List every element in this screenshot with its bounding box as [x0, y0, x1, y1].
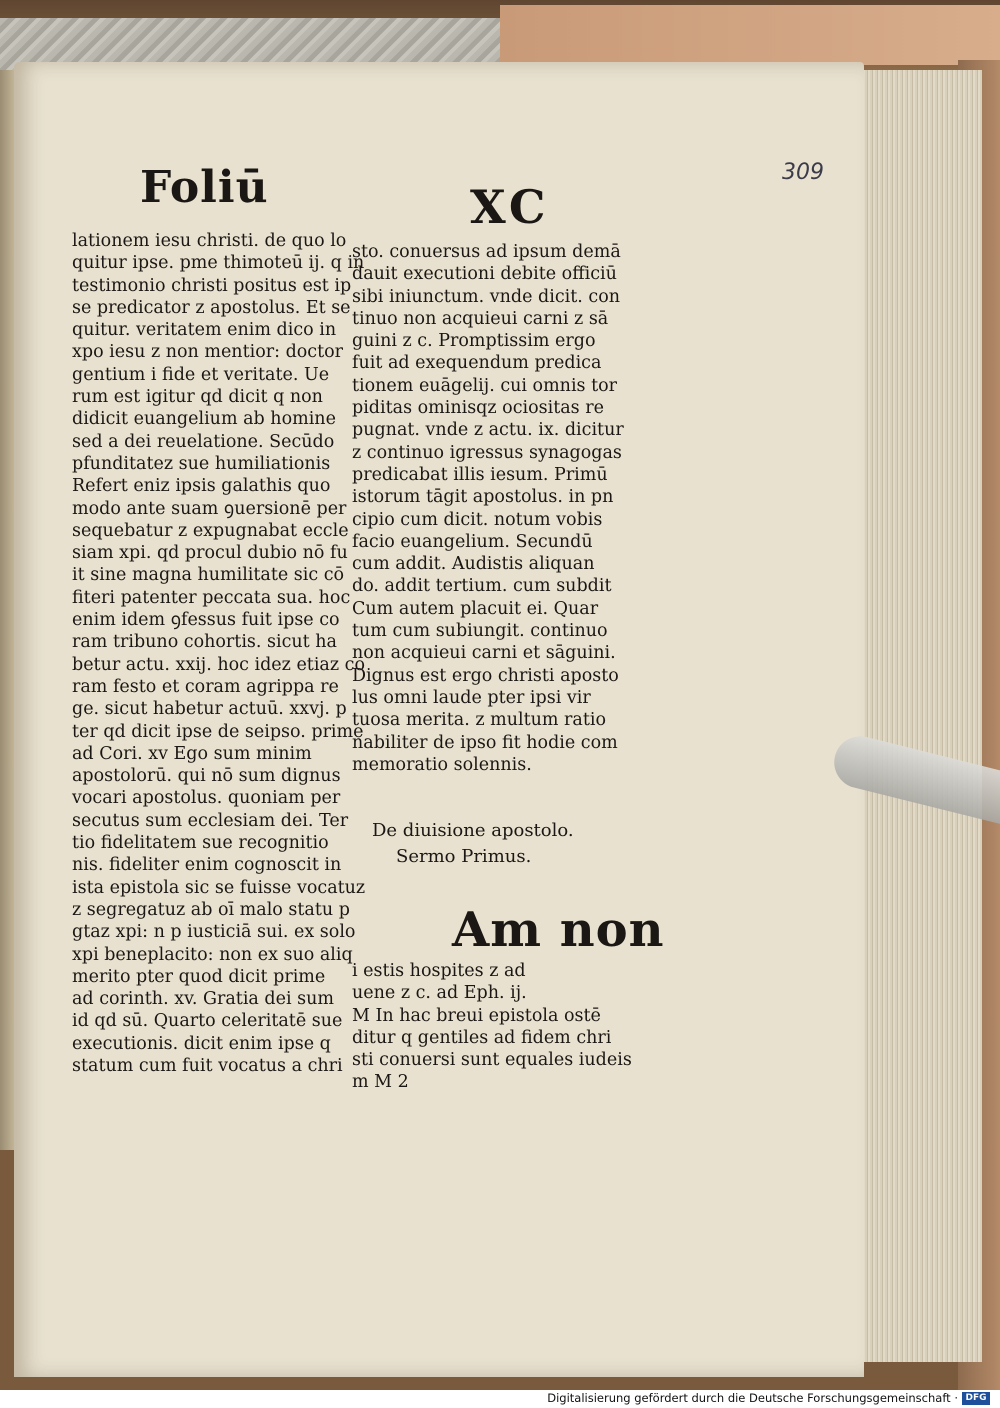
sermon-body [352, 960, 632, 1094]
text-line: Refert eniz ipsis galathis quo [72, 476, 331, 497]
text-line: quitur. veritatem enim dico in [72, 320, 337, 341]
text-line: cum addit. Audistis aliquan [352, 554, 595, 575]
text-line: testimonio christi positus est ip [72, 275, 352, 296]
text-line: se predicator z apostolus. Et se [72, 297, 351, 318]
text-line: tum cum subiungit. continuo [352, 621, 608, 642]
text-line: nabiliter de ipso fit hodie com [352, 732, 618, 753]
text-line: merito pter quod dicit prime [72, 966, 326, 987]
text-line: sequebatur z expugnabat eccle [72, 520, 349, 541]
text-line: gentium i fide et veritate. Ue [72, 364, 330, 385]
text-line: ista epistola sic se fuisse vocatuz [72, 877, 366, 898]
text-line: ditur q gentiles ad fidem chri [352, 1027, 612, 1048]
sermon-heading-line: De diuisione apostolo. [372, 820, 574, 841]
text-line: sto. conuersus ad ipsum demā [352, 242, 621, 262]
text-line: i estis hospites z ad [352, 961, 526, 981]
text-line: Dignus est ergo christi aposto [352, 665, 619, 686]
text-line: fuit ad exequendum predica [352, 353, 602, 374]
text-line: z segregatuz ab oī malo statu p [72, 899, 350, 920]
text-line: m M 2 [352, 1072, 409, 1093]
right-text-column [352, 241, 624, 776]
manuscript-folio-number: 309 [782, 160, 824, 185]
text-line: predicabat illis iesum. Primū [352, 464, 608, 485]
text-line: piditas ominisqz ociositas re [352, 398, 604, 419]
text-line: tinuo non acquieui carni z sā [352, 308, 609, 329]
text-line: executionis. dicit enim ipse q [72, 1033, 331, 1054]
text-line: enim idem ꝯfessus fuit ipse co [72, 610, 340, 631]
binding-board [500, 5, 1000, 65]
text-line: modo ante suam ꝯuersionē per [72, 498, 347, 519]
text-line: lus omni laude pter ipsi vir [352, 687, 591, 708]
footer-credit: Digitalisierung gefördert durch die Deutsche Forschungsgemeinschaft · [547, 1391, 958, 1405]
text-line: z continuo igressus synagogas [352, 442, 622, 463]
sermon-heading [372, 818, 574, 870]
text-line: istorum tāgit apostolus. in pn [352, 487, 614, 508]
dfg-logo: DFG [962, 1392, 990, 1405]
text-line: Cum autem placuit ei. Quar [352, 598, 599, 619]
sermon-heading-line: Sermo Primus. [396, 846, 532, 867]
text-line: ter qd dicit ipse de seipso. prime [72, 721, 364, 742]
text-line: didicit euangelium ab homine [72, 409, 336, 430]
text-line: xpo iesu z non mentior: doctor [72, 342, 344, 363]
text-line: dauit executioni debite officiū [352, 264, 617, 285]
text-line: siam xpi. qd procul dubio nō fu [72, 543, 348, 564]
text-line: xpi beneplacito: non ex suo aliq [72, 944, 353, 965]
text-line: uene z c. ad Eph. ij. [352, 983, 527, 1004]
text-line: facio euangelium. Secundū [352, 531, 593, 552]
text-line: betur actu. xxij. hoc idez etiaz co [72, 654, 365, 675]
text-line: statum cum fuit vocatus a chri [72, 1055, 343, 1076]
text-line: ad corinth. xv. Gratia dei sum [72, 989, 334, 1010]
text-line: sti conuersi sunt equales iudeis [352, 1050, 632, 1071]
text-line: tuosa merita. z multum ratio [352, 710, 606, 731]
text-line: guini z c. Promptissim ergo [352, 331, 596, 352]
text-line: it sine magna humilitate sic cō [72, 565, 345, 586]
text-line: apostolorū. qui nō sum dignus [72, 766, 341, 787]
text-line: tionem euāgelij. cui omnis tor [352, 375, 618, 396]
text-line: id qd sū. Quarto celeritatē sue [72, 1011, 343, 1032]
text-line: do. addit tertium. cum subdit [352, 576, 612, 597]
text-line: memoratio solennis. [352, 754, 532, 775]
text-line: secutus sum ecclesiam dei. Ter [72, 810, 349, 831]
running-title: Foliū [140, 162, 269, 213]
text-line: vocari apostolus. quoniam per [72, 788, 341, 809]
text-line: rum est igitur qd dicit q non [72, 387, 323, 408]
text-line: sed a dei reuelatione. Secūdo [72, 431, 335, 452]
text-line: quitur ipse. pme thimoteū ij. q in [72, 253, 365, 274]
text-line: ge. sicut habetur actuū. xxvj. p [72, 699, 347, 720]
text-line: lationem iesu christi. de quo lo [72, 231, 347, 251]
text-line: nis. fideliter enim cognoscit in [72, 855, 342, 876]
text-line: M In hac breui epistola ostē [352, 1005, 601, 1026]
text-line: non acquieui carni et sāguini. [352, 643, 616, 664]
text-line: sibi iniunctum. vnde dicit. con [352, 286, 621, 307]
text-line: ram festo et coram agrippa re [72, 676, 339, 697]
left-text-column [72, 230, 365, 1077]
text-line: tio fidelitatem sue recognitio [72, 833, 329, 854]
page-stack-edges [848, 70, 982, 1362]
folio-number: XC [470, 180, 550, 234]
text-line: pfunditatez sue humiliationis [72, 453, 331, 474]
text-line: ram tribuno cohortis. sicut ha [72, 632, 337, 653]
sermon-initial: Am non [452, 902, 665, 958]
text-line: fiteri patenter peccata sua. hoc [72, 587, 351, 608]
text-line: cipio cum dicit. notum vobis [352, 509, 603, 530]
text-line: pugnat. vnde z actu. ix. dicitur [352, 420, 624, 441]
text-line: gtaz xpi: n p iusticiā sui. ex solo [72, 922, 356, 943]
text-line: ad Cori. xv Ego sum minim [72, 743, 312, 764]
